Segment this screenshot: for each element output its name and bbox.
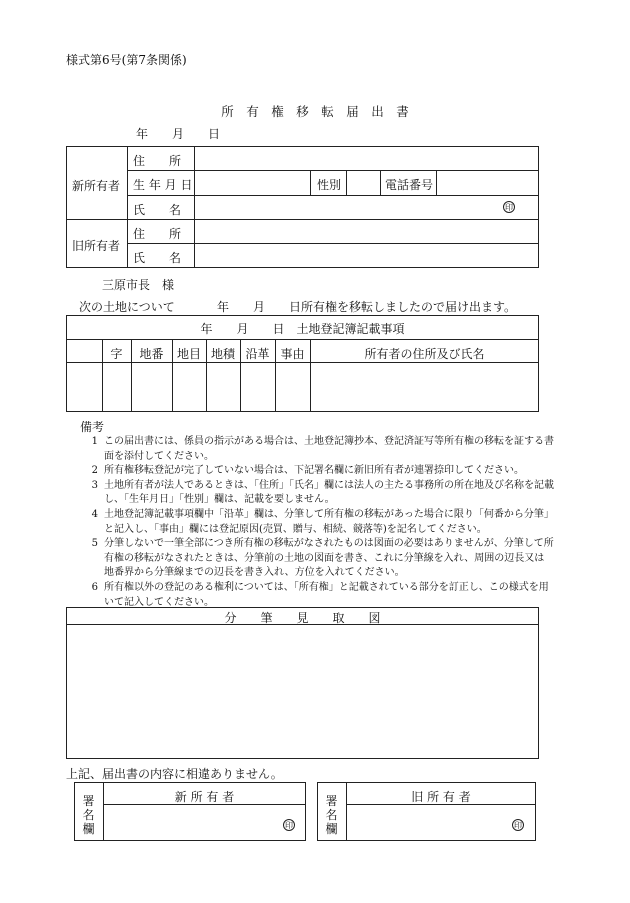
signature-label-char: 欄 (82, 822, 95, 836)
seal-icon: 印 (514, 821, 522, 830)
col-chiseki: 地積 (210, 347, 235, 361)
col-enkaku: 沿革 (245, 347, 270, 361)
gender-label: 性別 (317, 178, 342, 192)
signature-label-char: 署 (325, 794, 338, 808)
new-owner-address-label: 住 所 (133, 154, 182, 168)
col-chiban: 地番 (139, 347, 164, 361)
old-owner-signature-header: 旧 所 有 者 (411, 790, 471, 804)
col-owner: 所有者の住所及び氏名 (364, 347, 485, 361)
col-chimoku: 地目 (176, 347, 201, 361)
note-item: 6 所有権以外の登記のある権利については、「所有権」と記載されている部分を訂正し、この様式を用いて記入してください。 (91, 581, 549, 608)
old-owner-name-label: 氏 名 (133, 251, 182, 265)
signature-label-char: 名 (325, 808, 338, 822)
birthdate-label: 生 年 月 日 (133, 178, 193, 192)
signature-label-char: 名 (82, 808, 95, 822)
signature-label-char: 欄 (325, 822, 338, 836)
statement-body: 年 月 日所有権を移転しましたので届け出ます。 (217, 300, 517, 314)
new-owner-signature-header: 新 所 有 者 (174, 790, 235, 804)
note-item: 4 土地登記簿記載事項欄中「沿革」欄は、分筆して所有権の移転があった場合に限り「何番から分筆」と記入し、「事由」欄には登記原因(売買、贈与、相続、競落等)を記名してください。 (91, 508, 554, 535)
note-item: 2 所有権移転登記が完了していない場合は、下記署名欄に新旧所有者が連署捺印してください。 (91, 465, 524, 477)
col-jiyu: 事由 (280, 347, 305, 361)
note-item: 1 この届出書には、係員の指示がある場合は、土地登記簿抄本、登記済証写等所有権の移転を証する書面を添付してください。 (91, 436, 554, 462)
old-owner-address-label: 住 所 (133, 227, 182, 241)
statement-intro: 次の土地について (79, 300, 175, 314)
new-owner-label: 新所有者 (72, 179, 121, 193)
notes-list (84, 435, 554, 610)
old-owner-signature-field[interactable] (348, 806, 508, 839)
birthdate-field[interactable] (196, 172, 308, 193)
registry-header: 年 月 日 土地登記簿記載事項 (200, 322, 405, 336)
signature-label-char: 署 (82, 794, 95, 808)
notes-heading: 備考 (80, 420, 105, 434)
confirmation-text: 上記、届出書の内容に相違ありません。 (66, 767, 283, 781)
phone-label: 電話番号 (385, 178, 434, 192)
new-owner-address-field[interactable] (196, 148, 536, 168)
page-title: 所 有 権 移 転 届 出 書 (221, 104, 409, 119)
subdivision-map-title: 分 筆 見 取 図 (224, 611, 381, 625)
addressee: 三原市長 様 (102, 278, 175, 292)
new-owner-signature-field[interactable] (105, 806, 275, 839)
form-id: 様式第6号(第7条関係) (66, 53, 187, 67)
seal-icon: 印 (285, 821, 293, 830)
new-owner-name-field[interactable] (196, 197, 496, 217)
col-aza: 字 (110, 347, 123, 361)
old-owner-address-field[interactable] (196, 221, 536, 241)
new-owner-name-label: 氏 名 (133, 203, 182, 217)
registry-entry-field[interactable] (68, 364, 537, 410)
phone-field[interactable] (438, 172, 537, 193)
gender-field[interactable] (348, 172, 378, 193)
old-owner-name-field[interactable] (196, 245, 536, 266)
seal-icon: 印 (505, 203, 513, 212)
note-item: 3 土地所有者が法人であるときは、「住所」「氏名」欄には法人の主たる事務所の所在地及び名称を記載し、「生年月日」「性別」欄は、記載を要しません。 (91, 479, 554, 506)
note-item: 5 分筆しないで一筆全部につき所有権の移転がなされたものは図面の必要はありませんが、分筆して所有権の移転がなされたときは、分筆前の土地の図面を書き、これに分筆線を入れ、周囲の辺長又は地番界から分筆線までの辺長を書き入れ、方位を入れてください。 (91, 538, 554, 579)
date-line: 年 月 日 (136, 127, 221, 141)
old-owner-label: 旧所有者 (72, 239, 121, 253)
